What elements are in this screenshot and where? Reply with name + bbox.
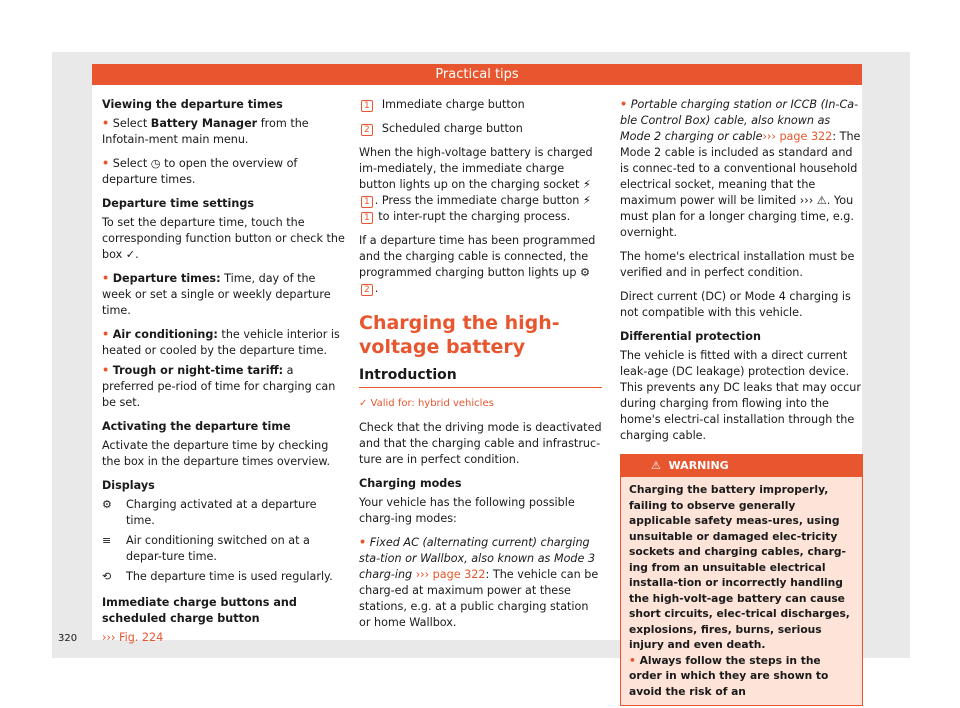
paragraph: Your vehicle has the following possible charg-ing modes:: [359, 496, 575, 525]
page-ref-link[interactable]: ››› page 322: [762, 130, 833, 143]
list-item: • Departure times: Time, day of the week or set a single or weekly departure time.: [102, 272, 331, 317]
section-title: Introduction: [359, 367, 602, 388]
charging-icon: ⚙: [102, 498, 112, 511]
right-column: [620, 97, 863, 706]
legend-item: 2 Scheduled charge button: [359, 121, 602, 137]
list-item: • Select Battery Manager from the Infotain-ment main menu.: [102, 117, 309, 146]
left-column: [102, 97, 345, 654]
heading-displays: Displays: [102, 479, 155, 492]
list-item: • Air conditioning: the vehicle interior is heated or cooled by the departure time.: [102, 328, 340, 357]
heading-viewing: Viewing the departure times: [102, 98, 283, 111]
paragraph: If a departure time has been programmed and the charging cable is connected, the programmed charging button lights up ⚙ 2 .: [359, 234, 596, 295]
legend-item: 1 Immediate charge button: [359, 97, 602, 113]
clock-icon: ◷: [150, 157, 161, 170]
warning-body: [621, 477, 862, 705]
warning-icon: ⚠: [651, 459, 661, 472]
warning-text: Charging the battery improperly, failing to observe generally applicable safety meas-ures, using unsuitable or damaged elec-tricity sockets and charging cables, charg-ing from an unsuitable electrical installa-tion or incorrectly handling the high-volt-age battery can cause short circuits, elec-trical discharges, explosions, fires, burns, serious injury and even death.: [629, 483, 850, 651]
page-ref-link[interactable]: ››› page 322: [412, 568, 486, 581]
paragraph: To set the departure time, touch the corresponding function button or check the box ✓.: [102, 216, 345, 261]
heading-activating: Activating the departure time: [102, 420, 291, 433]
heading-settings: Departure time settings: [102, 197, 254, 210]
list-item: • Fixed AC (alternating current) charging sta-tion or Wallbox, also known as Mode 3 charg-ing ››› page 322: The vehicle can be charg-ed at maximum power at these stations, e.g. at a public charging station or home Wallbox.: [359, 536, 599, 629]
paragraph: The vehicle is fitted with a direct current leak-age (DC leakage) protection device. This prevents any DC leaks that may occur during charging from flowing into the home's electri-cal installation through the charging cable.: [620, 349, 861, 442]
heading-protection: Differential protection: [620, 330, 761, 343]
middle-column: [359, 97, 602, 639]
list-item: • Select ◷ to open the overview of departure times.: [102, 157, 298, 186]
warning-header: ⚠ WARNING: [621, 455, 862, 477]
display-row: ⚙ Charging activated at a departure time.: [102, 498, 317, 527]
paragraph: The home's electrical installation must be verified and in perfect condition.: [620, 250, 855, 279]
plug-icon: ⚡: [582, 178, 591, 191]
warning-box: [620, 454, 863, 706]
list-item: • Portable charging station or ICCB (In-Ca-ble Control Box) cable, also known as Mode 2 charging or cable››› page 322: The Mode 2 cable is included as standard and is connec-ted to a conventional household electrical socket, meaning that the maximum power will be limited ››› ⚠. You must plan for a longer charging time, e.g. overnight.: [620, 98, 861, 239]
chapter-title: Charging the high-voltage battery: [359, 312, 560, 358]
display-row: ⟲ The departure time is used regularly.: [102, 570, 333, 583]
paragraph: When the high-voltage battery is charged im-mediately, the immediate charge button lights up on the charging socket ⚡ 1 . Press the immediate charge button ⚡ 1 to inter-rupt the charging process.: [359, 146, 593, 223]
heading-modes: Charging modes: [359, 477, 462, 490]
paragraph: Direct current (DC) or Mode 4 charging is not compatible with this vehicle.: [620, 290, 851, 319]
display-row: ≡ Air conditioning switched on at a depar-ture time.: [102, 534, 310, 563]
validity-note: ✓ Valid for: hybrid vehicles: [359, 398, 494, 409]
figure-ref-link[interactable]: ››› Fig. 224: [102, 631, 164, 644]
warning-list-item: • Always follow the steps in the order in which they are shown to avoid the risk of an: [629, 653, 829, 698]
plug-icon: ⚡: [582, 194, 591, 207]
list-item: • Trough or night-time tariff: a preferred pe-riod of time for charging can be set.: [102, 364, 336, 409]
charging-icon: ⚙: [580, 266, 591, 279]
page-number: 320: [58, 633, 78, 644]
paragraph: Check that the driving mode is deactivated and that the charging cable and infrastruc-ture are in perfect condition.: [359, 421, 602, 466]
climate-icon: ≡: [102, 534, 112, 547]
paragraph: Activate the departure time by checking the box in the departure times overview.: [102, 439, 331, 468]
heading-buttons: Immediate charge buttons and scheduled charge button: [102, 596, 297, 625]
section-header: Practical tips: [92, 64, 862, 85]
repeat-icon: ⟲: [102, 570, 112, 583]
